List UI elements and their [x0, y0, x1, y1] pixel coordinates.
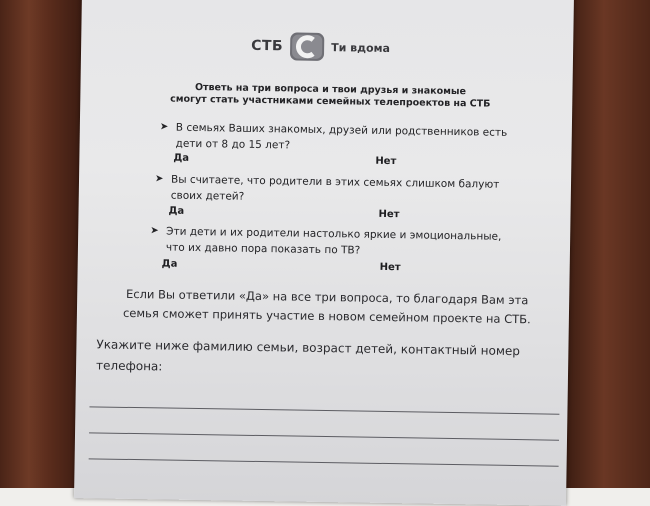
closing-line-2: семья сможет принять участие в новом семейном проекте на СТБ. — [122, 305, 531, 327]
intro-line-1: Ответь на три вопроса и твои друзья и знакомые — [194, 81, 467, 98]
question-2-line-2: своих детей? — [170, 189, 245, 203]
question-1-yes[interactable]: Да — [173, 152, 190, 164]
question-2 — [154, 172, 531, 210]
question-3-line-1: Эти дети и их родители настолько яркие и эмоциональные, — [166, 225, 502, 243]
question-3-yes[interactable]: Да — [161, 258, 178, 270]
wooden-table-right — [566, 0, 650, 488]
answer-line-3[interactable] — [89, 458, 559, 466]
answer-line-1[interactable] — [89, 406, 559, 414]
question-2-line-1: Вы считаете, что родители в этих семьях слишком балуют — [170, 173, 500, 191]
question-2-yes[interactable]: Да — [168, 205, 185, 217]
arrowhead-bullet-icon: ➤ — [154, 173, 164, 185]
question-2-no[interactable]: Нет — [378, 208, 400, 221]
channel-slogan: Ти вдома — [331, 40, 391, 55]
request-line-2: телефона: — [96, 358, 163, 374]
logo-header — [251, 31, 390, 63]
arrowhead-bullet-icon: ➤ — [150, 225, 159, 237]
stb-logo-icon — [289, 31, 325, 62]
question-1-line-2: дети от 8 до 15 лет? — [175, 137, 291, 152]
intro-text — [120, 81, 540, 112]
closing-line-1: Если Вы ответили «Да» на все три вопроса, то благодаря Вам эта — [125, 286, 529, 308]
answer-line-2[interactable] — [89, 432, 559, 440]
closing-text — [97, 284, 558, 329]
question-3-line-2: что их давно пора показать по ТВ? — [165, 241, 361, 257]
question-3 — [150, 224, 534, 262]
question-1-line-1: В семьях Ваших знакомых, друзей или родственников есть — [175, 121, 508, 139]
channel-name: СТБ — [251, 37, 284, 55]
request-line-1: Укажите ниже фамилию семьи, возраст детей, контактный номер — [96, 337, 521, 359]
question-1-no[interactable]: Нет — [375, 155, 397, 168]
arrowhead-bullet-icon: ➤ — [159, 121, 169, 133]
intro-line-2: смогут стать участниками семейных телепроектов на СТБ — [170, 93, 491, 110]
paper-sheet — [74, 0, 574, 506]
question-3-no[interactable]: Нет — [379, 261, 401, 274]
contact-request — [96, 334, 557, 383]
wooden-table-left — [0, 0, 82, 488]
